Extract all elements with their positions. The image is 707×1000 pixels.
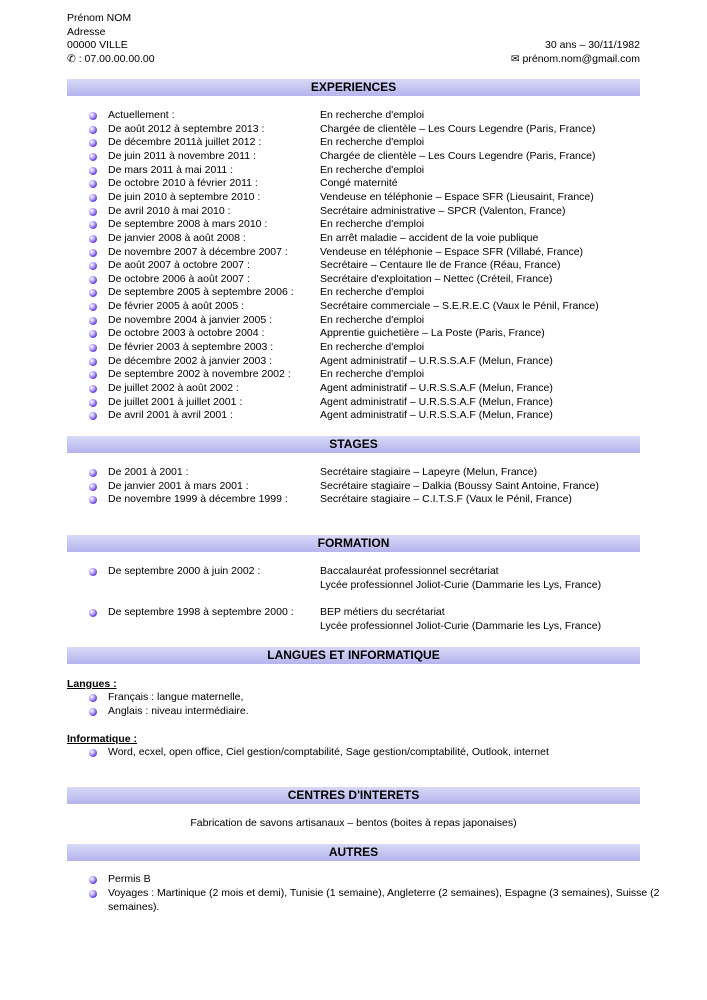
period: De février 2005 à août 2005 : (108, 300, 245, 313)
bullet-icon (89, 371, 97, 379)
formation-diploma: BEP métiers du secrétariat (320, 606, 445, 618)
section-autres: AUTRES (67, 844, 640, 861)
bullet-icon (89, 469, 97, 477)
bullet-icon (89, 208, 97, 216)
description: Vendeuse en téléphonie – Espace SFR (Lieusaint, France) (320, 190, 594, 203)
formation-period: De septembre 2000 à juin 2002 : (108, 565, 261, 577)
period: De septembre 2005 à septembre 2006 : (108, 286, 294, 299)
contact-block (67, 12, 155, 66)
bullet-icon (89, 194, 97, 202)
bullet-icon (89, 126, 97, 134)
city: 00000 VILLE (67, 39, 128, 51)
langues-title: Langues : (67, 678, 117, 690)
formation-school: Lycée professionnel Joliot-Curie (Dammarie les Lys, France) (320, 579, 602, 591)
period: De janvier 2008 à août 2008 : (108, 231, 246, 244)
bullet-icon (89, 303, 97, 311)
bullet-icon (89, 180, 97, 188)
langue-item: Français : langue maternelle, (108, 691, 244, 703)
bullet-icon (89, 249, 97, 257)
description: En recherche d'emploi (320, 341, 425, 354)
formation-diploma: Baccalauréat professionnel secrétariat (320, 565, 499, 577)
period: De juillet 2001 à juillet 2001 : (108, 395, 243, 408)
bullet-icon (89, 483, 97, 491)
description: Congé maternité (320, 177, 398, 190)
period: De avril 2001 à avril 2001 : (108, 409, 233, 422)
bullet-icon (89, 139, 97, 147)
period: De novembre 2007 à décembre 2007 : (108, 245, 288, 258)
section-langues-informatique: LANGUES ET INFORMATIQUE (67, 647, 640, 664)
description: Agent administratif – U.R.S.S.A.F (Melun, France) (320, 395, 553, 408)
period: De juin 2011 à novembre 2011 : (108, 149, 256, 162)
description: En recherche d'emploi (320, 218, 425, 231)
bullet-icon (89, 289, 97, 297)
bullet-icon (89, 568, 97, 576)
description: En recherche d'emploi (320, 313, 425, 326)
section-experiences: EXPERIENCES (67, 79, 640, 96)
email: ✉ prénom.nom@gmail.com (510, 52, 640, 65)
bullet-icon (89, 890, 97, 898)
description: Secrétaire stagiaire – C.I.T.S.F (Vaux le Pénil, France) (320, 493, 572, 506)
period: De avril 2010 à mai 2010 : (108, 204, 231, 217)
informatique-item: Word, ecxel, open office, Ciel gestion/comptabilité, Sage gestion/comptabilité, Outlook, internet (108, 746, 549, 758)
bullet-icon (89, 235, 97, 243)
bullet-icon (89, 317, 97, 325)
bullet-icon (89, 344, 97, 352)
period: De février 2003 à septembre 2003 : (108, 341, 274, 354)
bullet-icon (89, 708, 97, 716)
autres-item: Permis B (108, 873, 151, 885)
period: Actuellement : (108, 109, 175, 121)
bullet-icon (89, 749, 97, 757)
description: Secrétaire commerciale – S.E.R.E.C (Vaux le Pénil, France) (320, 300, 599, 313)
period: De août 2007 à octobre 2007 : (108, 259, 250, 272)
period: De juin 2010 à septembre 2010 : (108, 190, 261, 203)
langue-item: Anglais : niveau intermédiaire. (108, 705, 249, 717)
section-formation: FORMATION (67, 535, 640, 552)
bullet-icon (89, 385, 97, 393)
period: De septembre 2008 à mars 2010 : (108, 218, 268, 231)
description: Agent administratif – U.R.S.S.A.F (Melun, France) (320, 354, 553, 367)
age-birthdate: 30 ans – 30/11/1982 (545, 39, 640, 51)
period: De novembre 1999 à décembre 1999 : (108, 493, 288, 506)
informatique-title: Informatique : (67, 733, 137, 745)
description: Secrétaire stagiaire – Lapeyre (Melun, France) (320, 466, 538, 478)
autres-item: Voyages : Martinique (2 mois et demi), Tunisie (1 semaine), Angleterre (2 semaines), Espagne (3 semaines), Suisse (2 (108, 887, 660, 899)
bullet-icon (89, 276, 97, 284)
period: De mars 2011 à mai 2011 : (108, 163, 234, 176)
description: Chargée de clientèle – Les Cours Legendre (Paris, France) (320, 149, 596, 162)
personal-block (511, 39, 640, 66)
description: Secrétaire d'exploitation – Nettec (Créteil, France) (320, 272, 553, 285)
interets-text: Fabrication de savons artisanaux – bentos (boites à repas japonaises) (190, 817, 517, 829)
period: De septembre 2002 à novembre 2002 : (108, 368, 291, 381)
period: De août 2012 à septembre 2013 : (108, 122, 265, 135)
description: En recherche d'emploi (320, 163, 425, 176)
description: Secrétaire – Centaure Ile de France (Réau, France) (320, 259, 561, 272)
bullet-icon (89, 262, 97, 270)
period: De novembre 2004 à janvier 2005 : (108, 313, 273, 326)
bullet-icon (89, 609, 97, 617)
period: De octobre 2006 à août 2007 : (108, 272, 250, 285)
description: En recherche d'emploi (320, 368, 425, 381)
bullet-icon (89, 112, 97, 120)
description: Vendeuse en téléphonie – Espace SFR (Villabé, France) (320, 245, 584, 258)
bullet-icon (89, 358, 97, 366)
bullet-icon (89, 167, 97, 175)
description: En recherche d'emploi (320, 286, 425, 299)
bullet-icon (89, 221, 97, 229)
bullet-icon (89, 496, 97, 504)
period: De 2001 à 2001 : (108, 466, 189, 478)
phone: ✆ : 07.00.00.00.00 (67, 52, 155, 65)
description: Chargée de clientèle – Les Cours Legendre (Paris, France) (320, 122, 596, 135)
bullet-icon (89, 412, 97, 420)
description: Agent administratif – U.R.S.S.A.F (Melun, France) (320, 409, 553, 422)
bullet-icon (89, 876, 97, 884)
description: Apprentie guichetière – La Poste (Paris, France) (320, 327, 545, 340)
bullet-icon (89, 330, 97, 338)
description: En arrêt maladie – accident de la voie publique (320, 231, 539, 244)
period: De décembre 2002 à janvier 2003 : (108, 354, 273, 367)
description: En recherche d'emploi (320, 136, 425, 149)
section-centres-interets: CENTRES D'INTERETS (67, 787, 640, 804)
period: De décembre 2011à juillet 2012 : (108, 136, 262, 149)
section-stages: STAGES (67, 436, 640, 453)
address: Adresse (67, 25, 106, 38)
period: De juillet 2002 à août 2002 : (108, 382, 239, 394)
formation-period: De septembre 1998 à septembre 2000 : (108, 606, 294, 618)
period: De octobre 2003 à octobre 2004 : (108, 327, 265, 340)
formation-school: Lycée professionnel Joliot-Curie (Dammarie les Lys, France) (320, 620, 602, 632)
description: Secrétaire administrative – SPCR (Valenton, France) (320, 204, 566, 217)
bullet-icon (89, 399, 97, 407)
autres-item-continued: semaines). (108, 901, 160, 913)
bullet-icon (89, 153, 97, 161)
bullet-icon (89, 694, 97, 702)
period: De janvier 2001 à mars 2001 : (108, 479, 249, 492)
description: Agent administratif – U.R.S.S.A.F (Melun, France) (320, 382, 553, 394)
description: Secrétaire stagiaire – Dalkia (Boussy Saint Antoine, France) (320, 479, 599, 492)
name: Prénom NOM (67, 12, 132, 24)
period: De octobre 2010 à février 2011 : (108, 177, 258, 190)
description: En recherche d'emploi (320, 109, 425, 121)
